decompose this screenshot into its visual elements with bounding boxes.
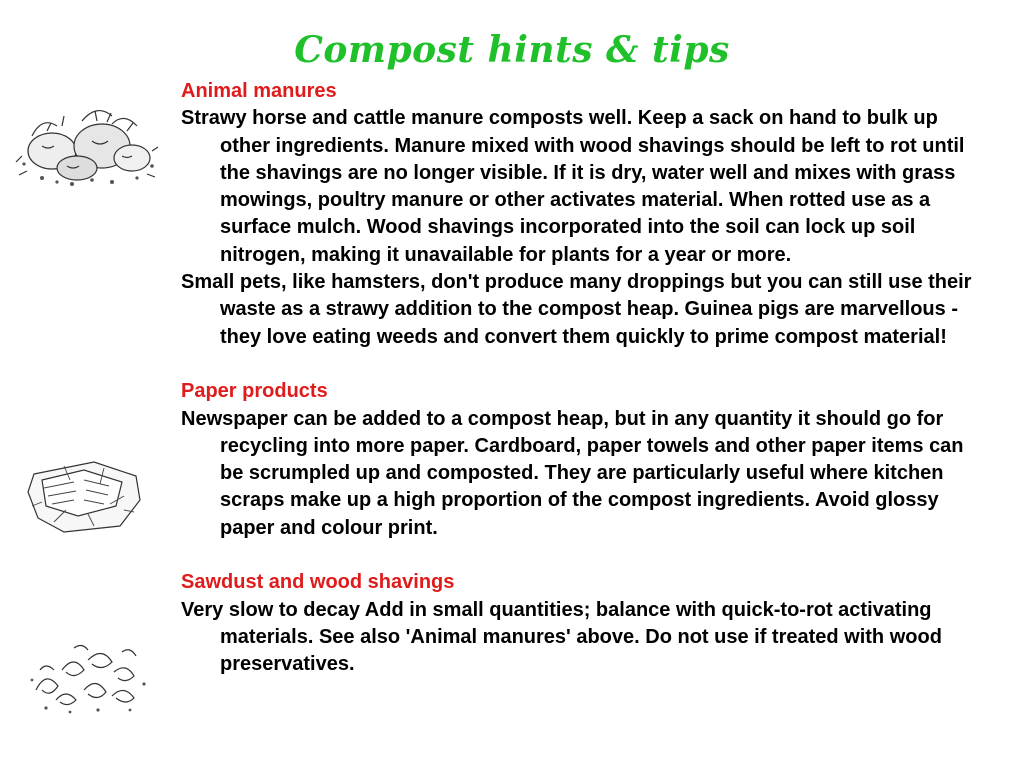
paragraph: Very slow to decay Add in small quantities; balance with quick-to-rot activating materials. See also 'Animal manures' above. Do not use if treated with wood preservatives. (181, 598, 942, 676)
section-heading: Paper products (181, 380, 328, 403)
section-paper-products (181, 378, 981, 542)
wood-shavings-illustration (26, 640, 154, 716)
section-heading: Animal manures (181, 80, 337, 102)
paragraph: Small pets, like hamsters, don't produce many droppings but you can still use their waste as a strawy addition to the compost heap. Guinea pigs are marvellous - they love eating weeds and convert them quickly to prime compost material! (181, 271, 972, 348)
section-sawdust (181, 569, 981, 678)
page-title: Compost hints & tips (294, 29, 730, 71)
spacer (181, 542, 981, 569)
section-heading: Sawdust and wood shavings (181, 571, 455, 594)
paragraph: Newspaper can be added to a compost heap, but in any quantity it should go for recycling into more paper. Cardboard, paper towels and other paper items can be scrumpled up and composted. They are particularly useful where kitchen scraps make up a high proportion of the compost ingredients. Avoid glossy paper and colour print. (181, 407, 964, 539)
crumpled-paper-illustration (24, 456, 150, 536)
spacer (181, 351, 981, 378)
section-animal-manures (181, 78, 981, 351)
paragraph: Strawy horse and cattle manure composts well. Keep a sack on hand to bulk up other ingredients. Manure mixed with wood shavings should be left to rot until the shavings are no longer visible. If it is dry, water well and mixes with grass mowings, poultry manure or other activates material. When rotted use as a surface mulch. Wood shavings incorporated into the soil can lock up soil nitrogen, making it unavailable for plants for a year or more. (181, 107, 965, 266)
content-body (181, 78, 981, 679)
manure-heap-illustration (12, 96, 162, 191)
